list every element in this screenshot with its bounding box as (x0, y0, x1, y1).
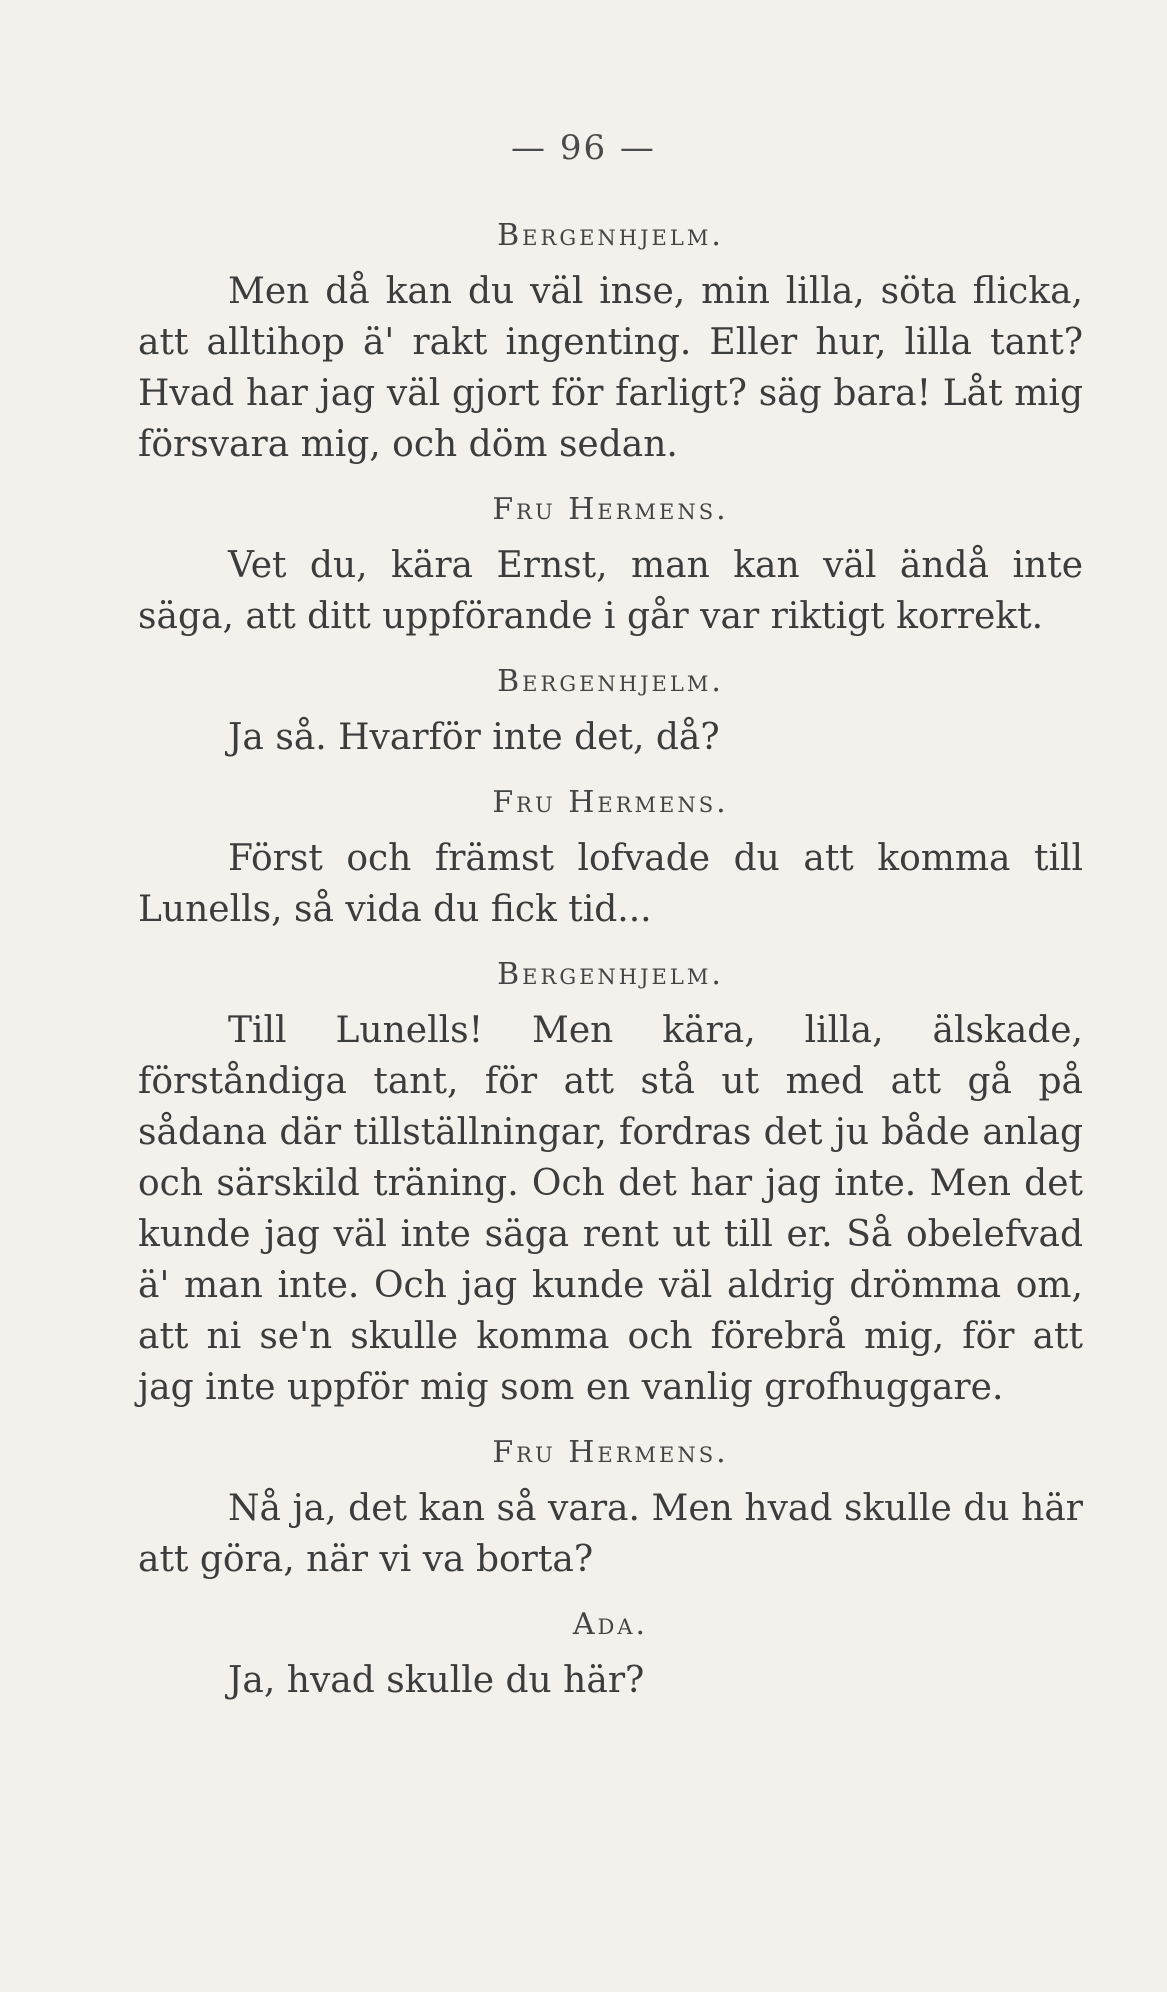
dialogue-text (138, 200, 1083, 1720)
speaker-name: Bergenhjelm. (497, 957, 724, 992)
dialogue-block (138, 656, 1083, 763)
dialogue-block (138, 1427, 1083, 1585)
speaker-name: Fru Hermens. (492, 1435, 729, 1470)
dialogue-block (138, 484, 1083, 642)
speech-text: Ja, hvad skulle du här? (228, 1660, 645, 1701)
speaker-name: Ada. (572, 1607, 649, 1642)
speech-text: Vet du, kära Ernst, man kan väl ändå inte säga, att ditt uppförande i går var riktigt korrekt. (138, 545, 1083, 637)
speech-text: Men då kan du väl inse, min lilla, söta flicka, att alltihop ä' rakt ingenting. Eller hur, lilla tant? Hvad har jag väl gjort för farligt? säg bara! Låt mig försvara mig, och döm sedan. (138, 271, 1083, 465)
dialogue-block (138, 1599, 1083, 1706)
dialogue-block (138, 949, 1083, 1413)
speaker-name: Fru Hermens. (492, 785, 729, 820)
speech-text: Till Lunells! Men kära, lilla, älskade, förståndiga tant, för att stå ut med att gå på sådana där tillställningar, fordras det ju både anlag och särskild träning. Och det har jag inte. Men det kunde jag väl inte säga rent ut till er. Så obelefvad ä' man inte. Och jag kunde väl aldrig drömma om, att ni se'n skulle komma och förebrå mig, för att jag inte uppför mig som en vanlig grofhuggare. (138, 1010, 1083, 1408)
speech-text: Nå ja, det kan så vara. Men hvad skulle du här att göra, när vi va borta? (138, 1488, 1083, 1580)
page-number: — 96 — (511, 128, 656, 168)
speech-text: Först och främst lofvade du att komma till Lunells, så vida du fick tid... (138, 838, 1083, 930)
dialogue-block (138, 210, 1083, 470)
speaker-name: Bergenhjelm. (497, 218, 724, 253)
speaker-name: Fru Hermens. (492, 492, 729, 527)
dialogue-block (138, 777, 1083, 935)
speech-text: Ja så. Hvarför inte det, då? (228, 717, 720, 758)
speaker-name: Bergenhjelm. (497, 664, 724, 699)
